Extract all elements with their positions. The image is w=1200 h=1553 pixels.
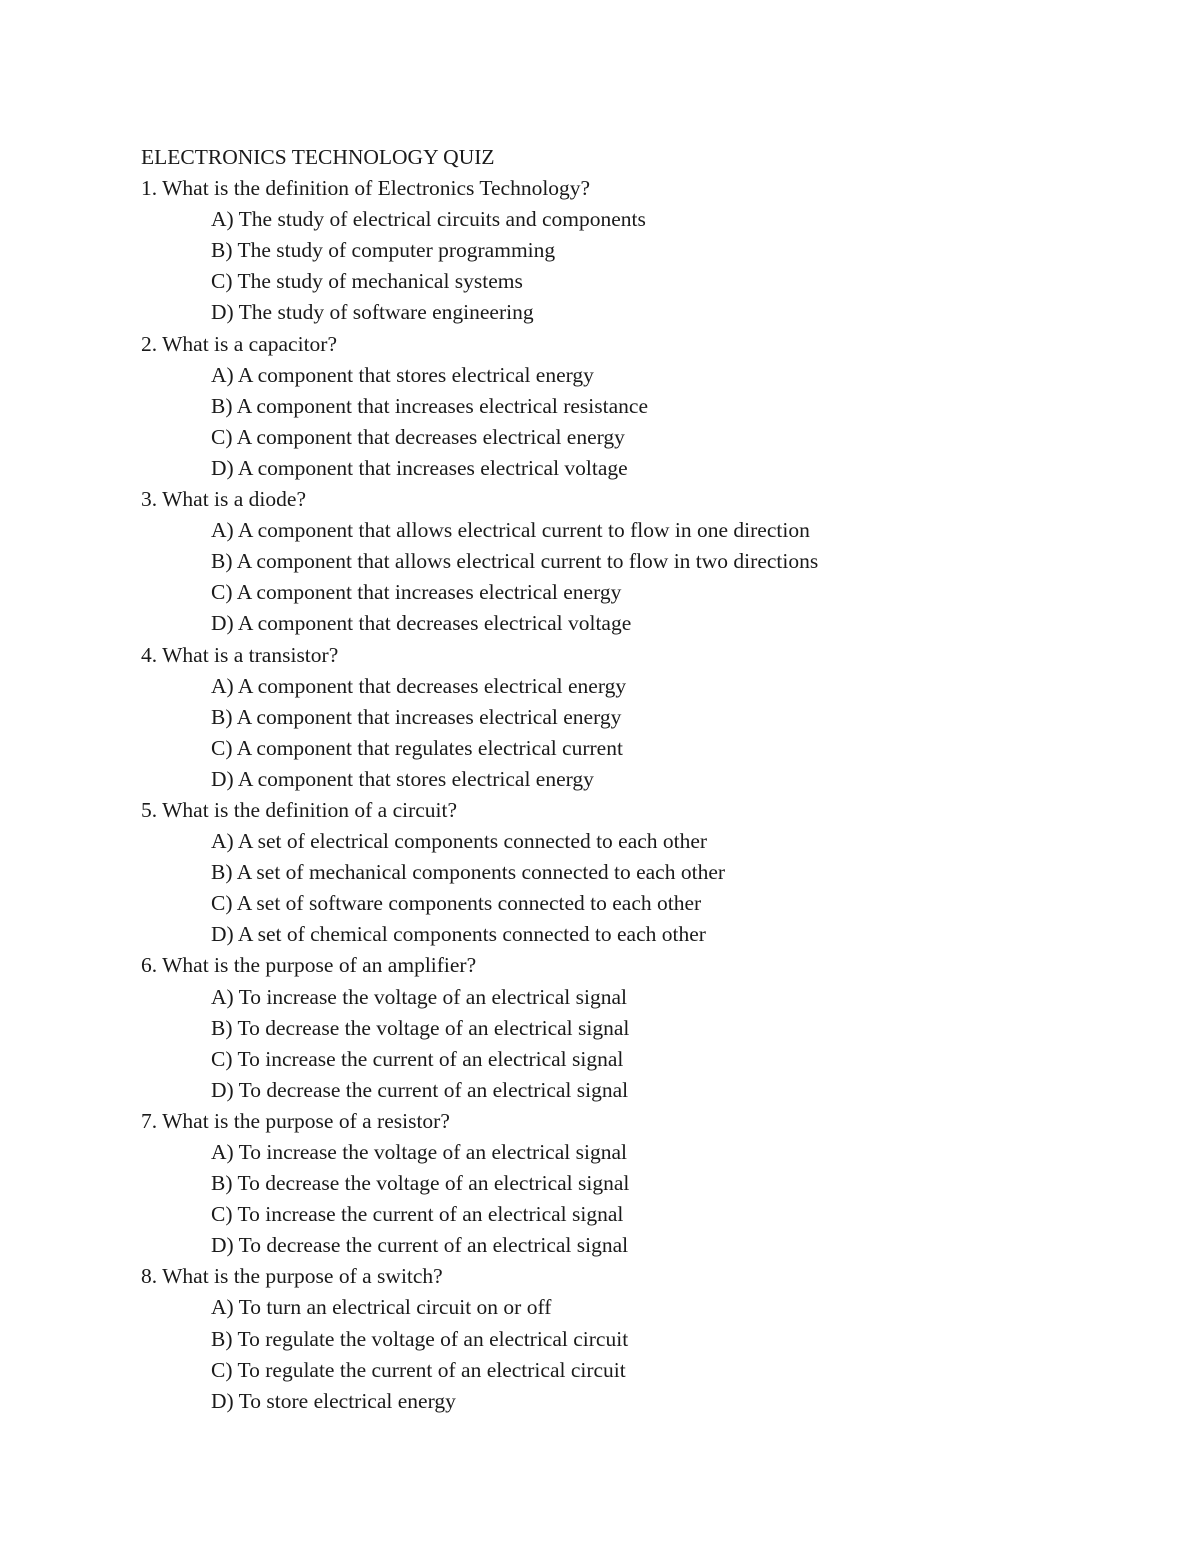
answer-option: A) A component that decreases electrical energy xyxy=(211,673,627,698)
answer-option: D) A component that increases electrical voltage xyxy=(211,455,628,480)
question-block xyxy=(141,795,1141,950)
answer-option: D) To decrease the current of an electrical signal xyxy=(211,1077,629,1102)
question-block xyxy=(141,1261,1141,1416)
answer-option: B) A component that increases electrical resistance xyxy=(211,393,648,418)
question-block xyxy=(141,329,1141,484)
answer-option: D) The study of software engineering xyxy=(211,300,534,325)
answer-option: C) To regulate the current of an electrical circuit xyxy=(211,1357,626,1382)
answer-option: D) A component that decreases electrical voltage xyxy=(211,611,632,636)
question-text: 6. What is the purpose of an amplifier? xyxy=(141,953,477,978)
answer-option: B) A set of mechanical components connected to each other xyxy=(211,860,726,885)
document-page xyxy=(141,142,1141,1417)
question-block xyxy=(141,1106,1141,1261)
answer-option: B) To regulate the voltage of an electrical circuit xyxy=(211,1326,629,1351)
answer-option: C) A set of software components connected to each other xyxy=(211,891,702,916)
answer-option: B) The study of computer programming xyxy=(211,238,556,263)
question-text: 7. What is the purpose of a resistor? xyxy=(141,1108,450,1133)
answer-option: B) A component that increases electrical energy xyxy=(211,704,622,729)
question-list xyxy=(141,173,1141,1417)
answer-option: A) A component that stores electrical energy xyxy=(211,362,594,387)
answer-option: C) A component that decreases electrical energy xyxy=(211,424,625,449)
question-text: 1. What is the definition of Electronics Technology? xyxy=(141,176,591,201)
question-text: 8. What is the purpose of a switch? xyxy=(141,1264,443,1289)
question-text: 4. What is a transistor? xyxy=(141,642,339,667)
answer-option: A) A component that allows electrical current to flow in one direction xyxy=(211,518,810,543)
answer-option: C) To increase the current of an electrical signal xyxy=(211,1046,624,1071)
answer-option: B) A component that allows electrical current to flow in two directions xyxy=(211,549,819,574)
answer-option: D) A component that stores electrical energy xyxy=(211,766,594,791)
question-text: 3. What is a diode? xyxy=(141,487,306,512)
quiz-title: ELECTRONICS TECHNOLOGY QUIZ xyxy=(141,145,495,169)
answer-option: C) To increase the current of an electrical signal xyxy=(211,1202,624,1227)
answer-option: A) To increase the voltage of an electrical signal xyxy=(211,1140,627,1164)
answer-option: C) The study of mechanical systems xyxy=(211,269,523,294)
question-block xyxy=(141,484,1141,639)
answer-option: B) To decrease the voltage of an electrical signal xyxy=(211,1171,630,1196)
answer-option: A) To increase the voltage of an electrical signal xyxy=(211,984,627,1009)
question-block xyxy=(141,640,1141,795)
question-text: 2. What is a capacitor? xyxy=(141,331,337,356)
answer-option: B) To decrease the voltage of an electrical signal xyxy=(211,1015,630,1040)
answer-option: A) To turn an electrical circuit on or off xyxy=(211,1295,552,1320)
question-block xyxy=(141,950,1141,1105)
answer-option: A) A set of electrical components connected to each other xyxy=(211,829,708,854)
question-block xyxy=(141,173,1141,328)
answer-option: D) To decrease the current of an electrical signal xyxy=(211,1233,629,1258)
answer-option: A) The study of electrical circuits and components xyxy=(211,207,646,232)
answer-option: D) A set of chemical components connected to each other xyxy=(211,922,706,947)
question-text: 5. What is the definition of a circuit? xyxy=(141,797,458,822)
answer-option: D) To store electrical energy xyxy=(211,1388,456,1413)
answer-option: C) A component that increases electrical energy xyxy=(211,580,622,605)
answer-option: C) A component that regulates electrical current xyxy=(211,735,623,760)
